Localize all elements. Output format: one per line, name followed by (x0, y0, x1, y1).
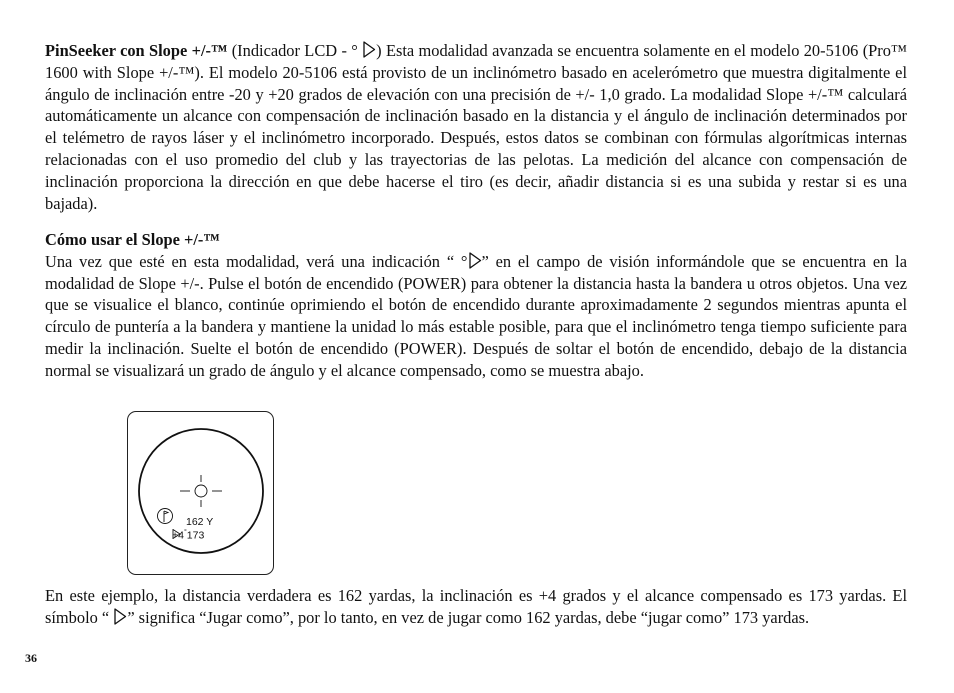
triangle-icon (362, 41, 376, 58)
flag-icon (158, 509, 173, 524)
how-to-use-body: ” en el campo de visión informándole que se encuentra en la modalidad de Slope +/-. Pulse el botón de encendido (POWER) para obtener la distancia hasta la bandera u otros objetos. Una vez que se visualice el blanco, continúe oprimiendo el botón de encendido durante aproximadamente 2 segundos mientras apunta el círculo de puntería a la bandera y mantiene la unidad lo más estable posible, para que el inclinómetro tenga tiempo suficiente para medir la inclinación. Suelte el botón de encendido (POWER). Después de soltar el botón de encendido, debajo de la distancia normal se visualizará un grado de ángulo y el alcance compensado, como se muestra abajo. (45, 251, 908, 380)
triangle-icon (113, 608, 127, 625)
lcd-viewfinder-graphic (128, 412, 275, 576)
pinseeker-slope-body: ) Esta modalidad avanzada se encuentra solamente en el modelo 20-5106 (Pro™ 1600 with Slope +/-™). El modelo 20-5106 está provisto de un inclinómetro basado en acelerómetro que muestra digitalmente el ángulo de inclinación entre -20 y +20 grados de elevación con una precisión de +/- 1,0 grado. La modalidad Slope +/-™ calculará automáticamente un alcance con compensación de inclinación basado en la distancia y el ángulo de inclinación determinados por el telémetro de rayos láser y el inclinómetro incorporado. Después, estos datos se combinan con fórmulas algorítmicas internas relacionadas con el uso promedio del club y las trayectorias de las pelotas. La medición del alcance con compensación de inclinación proporciona la dirección en que debe hacerse el tiro (es decir, añadir distancia si es una subida y restar si es una bajada). (45, 41, 907, 213)
angle-value: +4 (172, 529, 184, 542)
distance-readout: 162 Y (186, 516, 214, 528)
compensated-value: 173 (186, 529, 205, 542)
example-paragraph (45, 585, 907, 629)
pinseeker-slope-heading: PinSeeker con Slope +/-™ (45, 41, 228, 60)
slope-readout (172, 529, 204, 542)
how-to-use-paragraph (45, 229, 907, 382)
triangle-icon (172, 529, 181, 539)
example-body-end: ” significa “Jugar como”, por lo tanto, en vez de jugar como 162 yardas, debe “jugar como” 173 yardas. (127, 607, 810, 627)
triangle-icon (468, 252, 482, 269)
lcd-indicator-text: (Indicador LCD - ° (231, 41, 358, 60)
degree-symbol: ° (183, 529, 187, 536)
example-body-start: En este ejemplo, la distancia verdadera es 162 yardas, la inclinación es +4 grados y el alcance compensado es 173 yardas. El símbolo “ (45, 586, 907, 627)
how-to-use-heading: Cómo usar el Slope +/-™ (45, 230, 220, 249)
how-to-use-body-start: Una vez que esté en esta modalidad, verá una indicación “ ° (45, 251, 468, 271)
lcd-display-figure (127, 411, 274, 575)
pinseeker-slope-paragraph (45, 40, 907, 214)
page-number: 36 (25, 651, 37, 665)
